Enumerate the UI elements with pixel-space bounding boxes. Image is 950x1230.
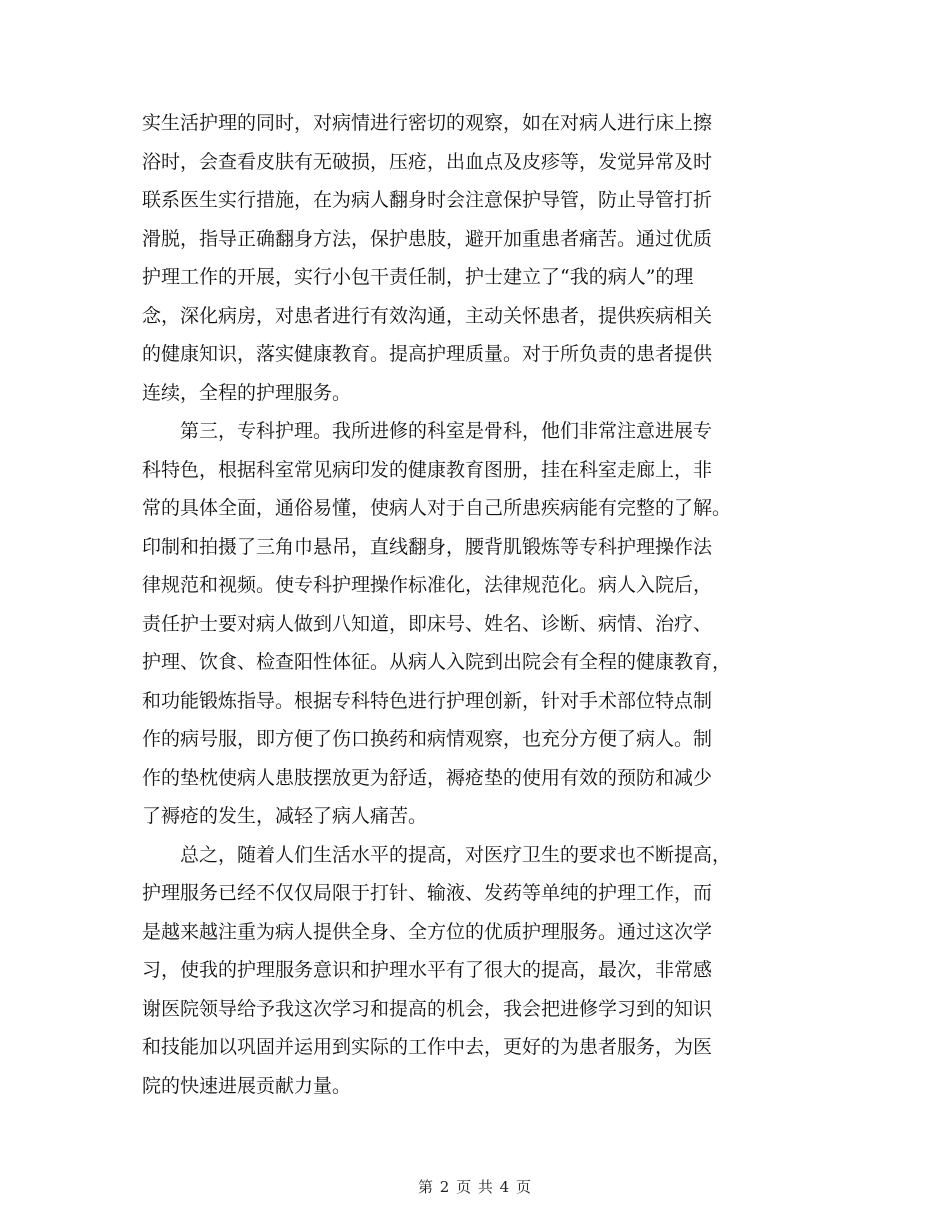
- paragraph-1: [142, 104, 810, 412]
- paragraph-3: [142, 836, 810, 1106]
- text-line: 护理工作的开展，实行小包干责任制，护士建立了“我的病人”的理: [142, 266, 694, 288]
- text-line: 是越来越注重为病人提供全身、全方位的优质护理服务。通过这次学: [142, 920, 713, 943]
- text-line: 责任护士要对病人做到八知道，即床号、姓名、诊断、病情、治疗、: [142, 612, 713, 635]
- text-line: 护理服务已经不仅仅局限于打针、输液、发药等单纯的护理工作，而: [142, 882, 713, 904]
- text-line: 律规范和视频。使专科护理操作标准化，法律规范化。病人入院后，: [142, 574, 713, 596]
- text-line: 谢医院领导给予我这次学习和提高的机会，我会把进修学习到的知识: [142, 997, 713, 1020]
- text-line: 滑脱，指导正确翻身方法，保护患肢，避开加重患者痛苦。通过优质: [142, 227, 713, 250]
- text-line: 了褥疮的发生，减轻了病人痛苦。: [142, 805, 428, 827]
- text-line: 院的快速进展贡献力量。: [142, 1074, 352, 1097]
- text-line: 科特色，根据科室常见病印发的健康教育图册，挂在科室走廊上，非: [142, 458, 713, 481]
- text-line: 念，深化病房，对患者进行有效沟通，主动关怀患者，提供疾病相关: [142, 304, 713, 327]
- page-number-footer: 第 2 页 共 4 页: [418, 1178, 532, 1196]
- text-line: 第三，专科护理。我所进修的科室是骨科，他们非常注意进展专: [142, 420, 713, 442]
- text-line: 总之，随着人们生活水平的提高，对医疗卫生的要求也不断提高，: [142, 843, 732, 866]
- text-line: 护理、饮食、检查阳性体征。从病人入院到出院会有全程的健康教育，: [142, 651, 732, 673]
- text-line: 连续，全程的护理服务。: [142, 381, 352, 404]
- paragraph-2: [142, 412, 810, 836]
- text-line: 作的病号服，即方便了伤口换药和病情观察，也充分方便了病人。制: [142, 728, 713, 750]
- document-body: [142, 104, 810, 1105]
- text-line: 浴时，会查看皮肤有无破损，压疮，出血点及皮疹等，发觉异常及时: [142, 150, 713, 173]
- text-line: 的健康知识，落实健康教育。提高护理质量。对于所负责的患者提供: [142, 343, 713, 365]
- text-line: 联系医生实行措施，在为病人翻身时会注意保护导管，防止导管打折: [142, 189, 713, 211]
- text-line: 和功能锻炼指导。根据专科特色进行护理创新，针对手术部位特点制: [142, 689, 713, 712]
- text-line: 作的垫枕使病人患肢摆放更为舒适，褥疮垫的使用有效的预防和减少: [142, 766, 713, 789]
- text-line: 习，使我的护理服务意识和护理水平有了很大的提高，最次，非常感: [142, 959, 713, 981]
- text-line: 常的具体全面，通俗易懂，使病人对于自己所患疾病能有完整的了解。: [142, 497, 732, 519]
- text-line: 印制和拍摄了三角巾悬吊，直线翻身，腰背肌锻炼等专科护理操作法: [142, 535, 713, 558]
- text-line: 和技能加以巩固并运用到实际的工作中去，更好的为患者服务，为医: [142, 1036, 713, 1058]
- text-line: 实生活护理的同时，对病情进行密切的观察，如在对病人进行床上擦: [142, 112, 713, 134]
